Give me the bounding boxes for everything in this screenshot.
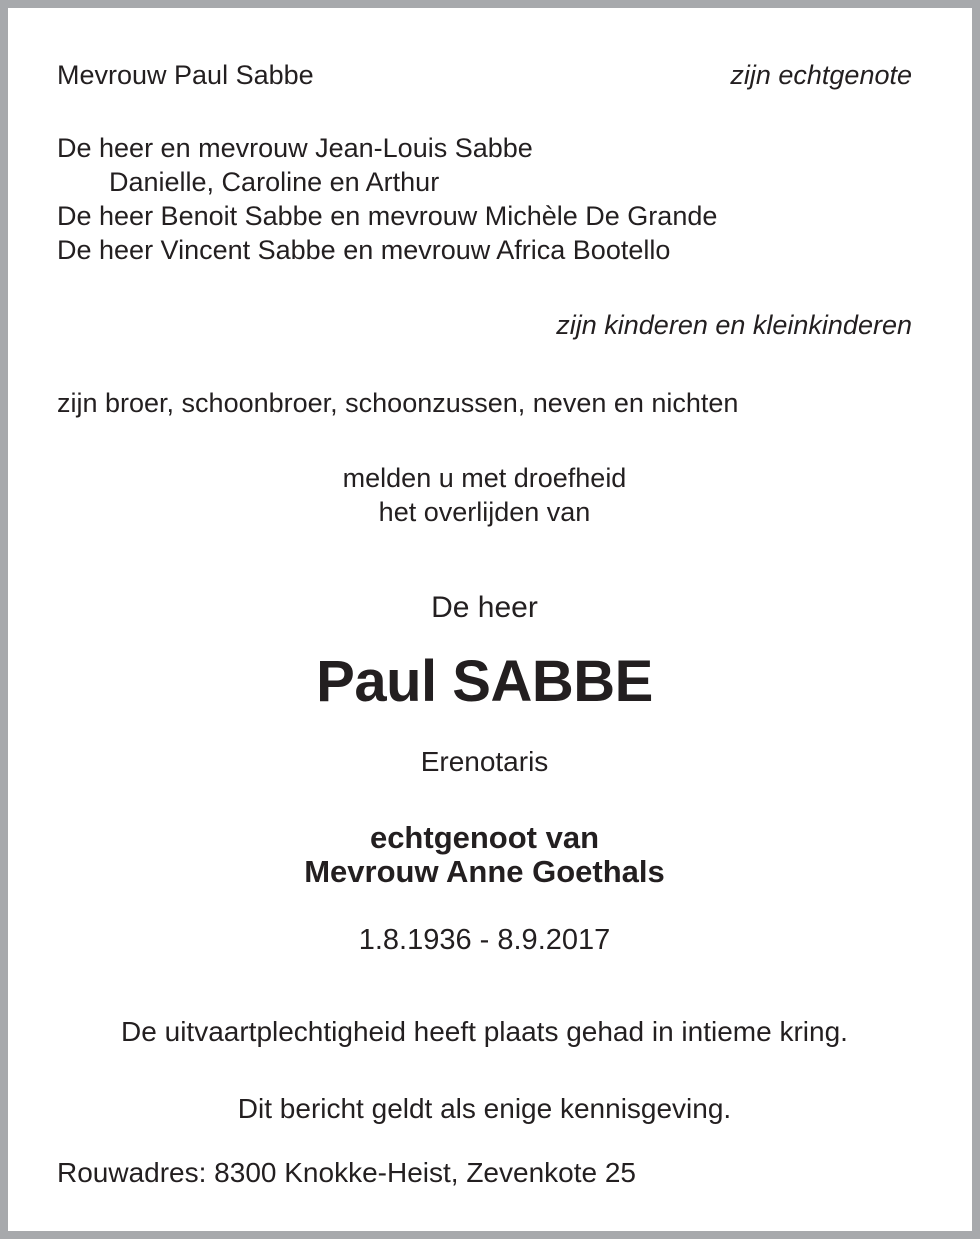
family-line-3: De heer Benoit Sabbe en mevrouw Michèle De Grande [57, 201, 718, 231]
siblings-block [57, 342, 912, 420]
marriage-spouse-name: Mevrouw Anne Goethals [304, 854, 665, 889]
children-relation-block [57, 267, 912, 342]
life-dates: 1.8.1936 - 8.9.2017 [358, 924, 611, 956]
deceased-role: Erenotaris [420, 746, 549, 777]
mourning-address-block [57, 1126, 912, 1190]
notice-sheet [8, 8, 972, 1231]
announcement-line-1: melden u met droefheid [342, 463, 627, 493]
announcement-block [57, 420, 912, 529]
deceased-name: Paul SABBE [316, 649, 653, 714]
funeral-block [57, 957, 912, 1049]
siblings-line: zijn broer, schoonbroer, schoonzussen, neven en nichten [57, 388, 739, 418]
frame-border-top [0, 0, 980, 8]
family-block [57, 92, 912, 267]
honorific-block [57, 529, 912, 625]
frame-border-bottom [0, 1231, 980, 1239]
mourning-address: Rouwadres: 8300 Knokke-Heist, Zevenkote 25 [57, 1157, 636, 1188]
role-block [57, 713, 912, 779]
funeral-statement: De uitvaartplechtigheid heeft plaats gehad in intieme kring. [121, 1016, 848, 1047]
frame-border-left [0, 0, 8, 1239]
family-line-4: De heer Vincent Sabbe en mevrouw Africa Bootello [57, 235, 671, 265]
family-line-1: De heer en mevrouw Jean-Louis Sabbe [57, 133, 533, 163]
children-relation-label: zijn kinderen en kleinkinderen [556, 310, 912, 340]
honorific-label: De heer [431, 591, 538, 624]
family-line-2-grandchildren: Danielle, Caroline en Arthur [109, 167, 440, 197]
spouse-salutation-row [57, 58, 912, 92]
spouse-salutation-block [57, 8, 912, 92]
frame-border-right [972, 0, 980, 1239]
marriage-label: echtgenoot van [369, 820, 600, 855]
marriage-block [57, 779, 912, 889]
spouse-name: Mevrouw Paul Sabbe [57, 60, 314, 90]
announcement-line-2: het overlijden van [378, 497, 591, 527]
notice-content [57, 8, 912, 1190]
spouse-relation-label: zijn echtgenote [730, 60, 912, 90]
single-notice-block [57, 1049, 912, 1126]
single-notice-statement: Dit bericht geldt als enige kennisgeving. [237, 1093, 732, 1124]
dates-block [57, 889, 912, 957]
